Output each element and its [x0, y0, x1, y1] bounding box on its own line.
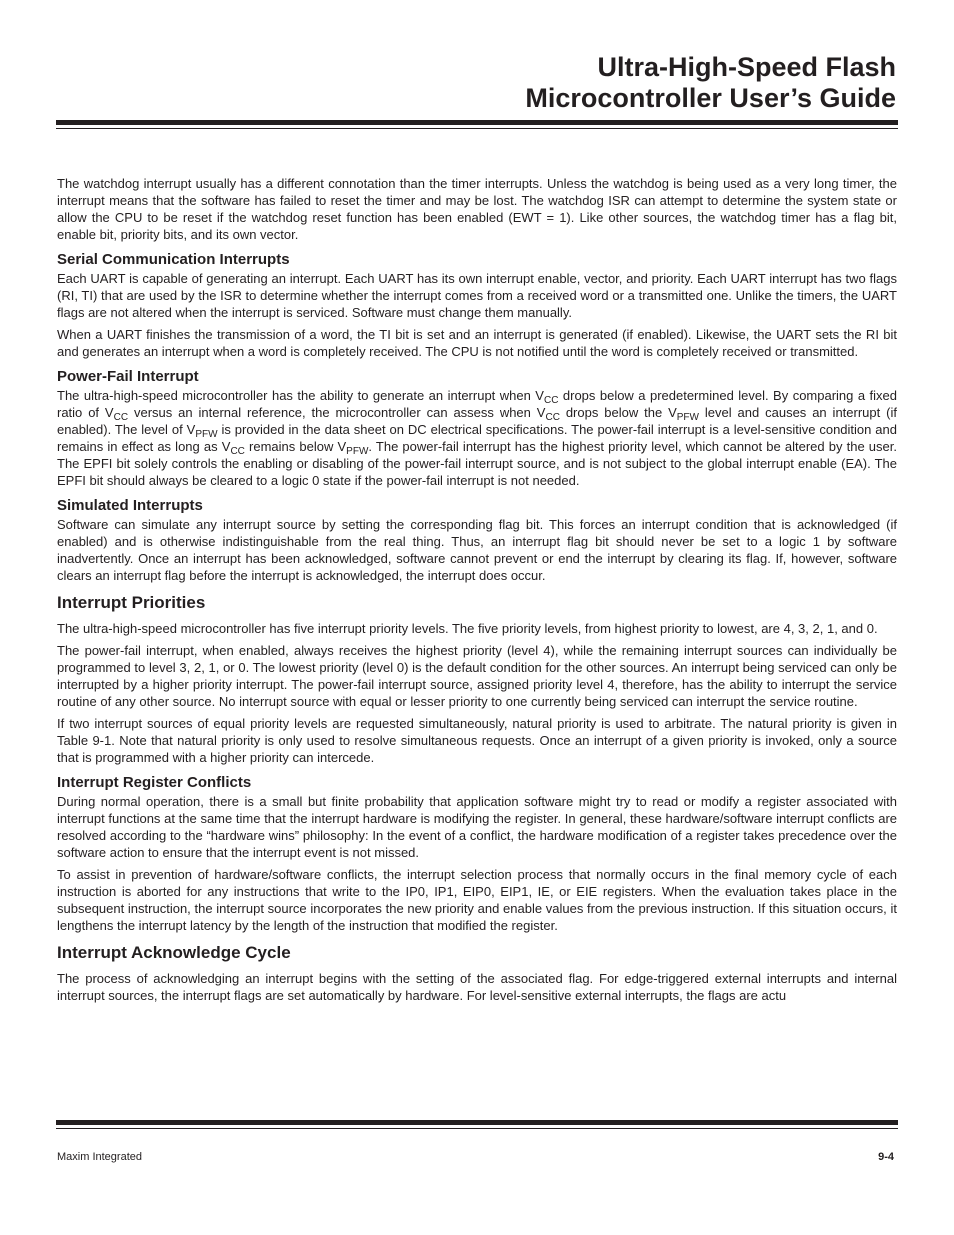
footer-company: Maxim Integrated	[57, 1151, 142, 1163]
priorities-paragraph-2: The power-fail interrupt, when enabled, always receives the highest priority (level 4), while the remaining interrupt sources can individually be programmed to level 3, 2, 1, or 0. The lowest priority (level 0) is the default condition for the other sources. An interrupt being serviced can only be interrupted by a higher priority interrupt. The power-fail interrupt source, assigned priority level 4, therefore, has the ability to interrupt the service routine of any other source. No interrupt source with equal or lesser priority to one currently being serviced can interrupt the service routine.	[57, 643, 897, 709]
powerfail-paragraph	[57, 387, 897, 489]
powerfail-text-2: drops below a predetermined level. By comparing a fixed ratio of V	[57, 388, 897, 420]
document-body	[57, 175, 897, 1009]
intro-paragraph: The watchdog interrupt usually has a different connotation than the timer interrupts. Unless the watchdog is being used as a very long timer, the interrupt means that the software has failed to reset the timer and may be lost. The watchdog ISR can attempt to determine the system state or allow the CPU to be reset if the watchdog reset function has been enabled (EWT = 1). Like other sources, the watchdog timer has a flag bit, enable bit, priority bits, and its own vector.	[57, 176, 897, 242]
priorities-paragraph-1: The ultra-high-speed microcontroller has five interrupt priority levels. The five priority levels, from highest priority to lowest, are 4, 3, 2, 1, and 0.	[57, 621, 878, 636]
powerfail-text-5: level and causes an interrupt (if enabled). The level of V	[57, 405, 897, 437]
footer-rule-thick	[56, 1120, 898, 1125]
powerfail-text-4: drops below the V	[559, 405, 677, 420]
subscript-cc: CC	[543, 395, 559, 406]
conflicts-heading: Interrupt Register Conflicts	[57, 774, 252, 791]
serial-paragraph-2: When a UART finishes the transmission of a word, the TI bit is set and an interrupt is generated (if enabled). Likewise, the UART sets the RI bit and generates an interrupt when a word is completely received. The CPU is not notified until the word is completely received or transmitted.	[57, 327, 897, 359]
header-rule-thick	[56, 120, 898, 125]
subscript-pfw: PFW	[676, 412, 699, 423]
priorities-heading: Interrupt Priorities	[57, 593, 206, 612]
powerfail-text-1: The ultra-high-speed microcontroller has the ability to generate an interrupt when V	[57, 388, 544, 403]
page-title-line-2: Microcontroller User’s Guide	[525, 83, 896, 113]
page-title-line-1: Ultra-High-Speed Flash	[597, 52, 896, 82]
powerfail-text-8: . The power-fail interrupt has the highest priority level, which cannot be altered by the user. The EPFI bit solely controls the enabling or disabling of the power-fail interrupt source, and is not subject to the global interrupt enable (EA). The EPFI bit should always be cleared to a logic 0 state if the power-fail interrupt is not needed.	[57, 439, 897, 488]
acknowledge-paragraph: The process of acknowledging an interrupt begins with the setting of the associated flag. For edge-triggered external interrupts and internal interrupt sources, the interrupt flags are set automatically by hardware. For level-sensitive external interrupts, the flags are actu	[57, 971, 897, 1003]
footer-rule-thin	[56, 1128, 898, 1129]
powerfail-heading: Power-Fail Interrupt	[57, 368, 199, 385]
priorities-paragraph-3: If two interrupt sources of equal priority levels are requested simultaneously, natural priority is used to arbitrate. The natural priority is given in Table 9-1. Note that natural priority is only used to resolve simultaneous requests. Once an interrupt of a given priority is invoked, only a source that is programmed with a higher priority can intercede.	[57, 716, 897, 765]
page-title	[525, 52, 896, 114]
conflicts-paragraph-2: To assist in prevention of hardware/software conflicts, the interrupt selection process that normally occurs in the final memory cycle of each instruction is aborted for any instructions that write to the IP0, IP1, EIP0, EIP1, IE, or EIE registers. When the evaluation takes place in the subsequent instruction, the interrupt source incorporates the new priority and enable values from the previous instruction. If this situation occurs, it lengthens the interrupt latency by the length of the instruction that modified the register.	[57, 867, 897, 933]
header-rule-thin	[56, 128, 898, 129]
subscript-pfw: PFW	[346, 446, 369, 457]
powerfail-text-3: versus an internal reference, the microcontroller can assess when V	[128, 405, 546, 420]
conflicts-paragraph-1: During normal operation, there is a small but finite probability that application software might try to read or modify a register associated with interrupt functions at the same time that the interrupt hardware is modifying the register. In general, these hardware/software interrupt conflicts are resolved according to the “hardware wins” philosophy: In the event of a conflict, the hardware modification of a register takes precedence over the software action to ensure that the interrupt event is not missed.	[57, 794, 897, 860]
powerfail-text-7: remains below V	[244, 439, 347, 454]
subscript-cc: CC	[230, 446, 245, 457]
simulated-heading: Simulated Interrupts	[57, 497, 203, 514]
subscript-pfw: PFW	[195, 429, 218, 440]
footer-page-number: 9-4	[878, 1151, 894, 1163]
simulated-paragraph: Software can simulate any interrupt source by setting the corresponding flag bit. This forces an interrupt condition that is acknowledged (if enabled) and is otherwise indistinguishable from the real thing. Thus, an interrupt flag bit should never be set to a logic 1 by software inadvertently. Once an interrupt has been acknowledged, software cannot prevent or end the interrupt by clearing its flag. If, however, software clears an interrupt flag before the interrupt is acknowledged, the interrupt does occur.	[57, 517, 897, 583]
subscript-cc: CC	[545, 412, 560, 423]
subscript-cc: CC	[113, 412, 129, 423]
acknowledge-heading: Interrupt Acknowledge Cycle	[57, 943, 291, 962]
serial-paragraph-1: Each UART is capable of generating an interrupt. Each UART has its own interrupt enable, vector, and priority. Each UART interrupt has two flags (RI, TI) that are used by the ISR to determine whether the interrupt comes from a received word or a transmitted one. Unlike the timers, the UART flags are not altered when the interrupt is serviced. Software must change them manually.	[57, 271, 897, 320]
powerfail-text-6: is provided in the data sheet on DC electrical specifications. The power-fail interrupt is a level-sensitive condition and remains in effect as long as V	[57, 422, 897, 454]
serial-heading: Serial Communication Interrupts	[57, 251, 290, 268]
